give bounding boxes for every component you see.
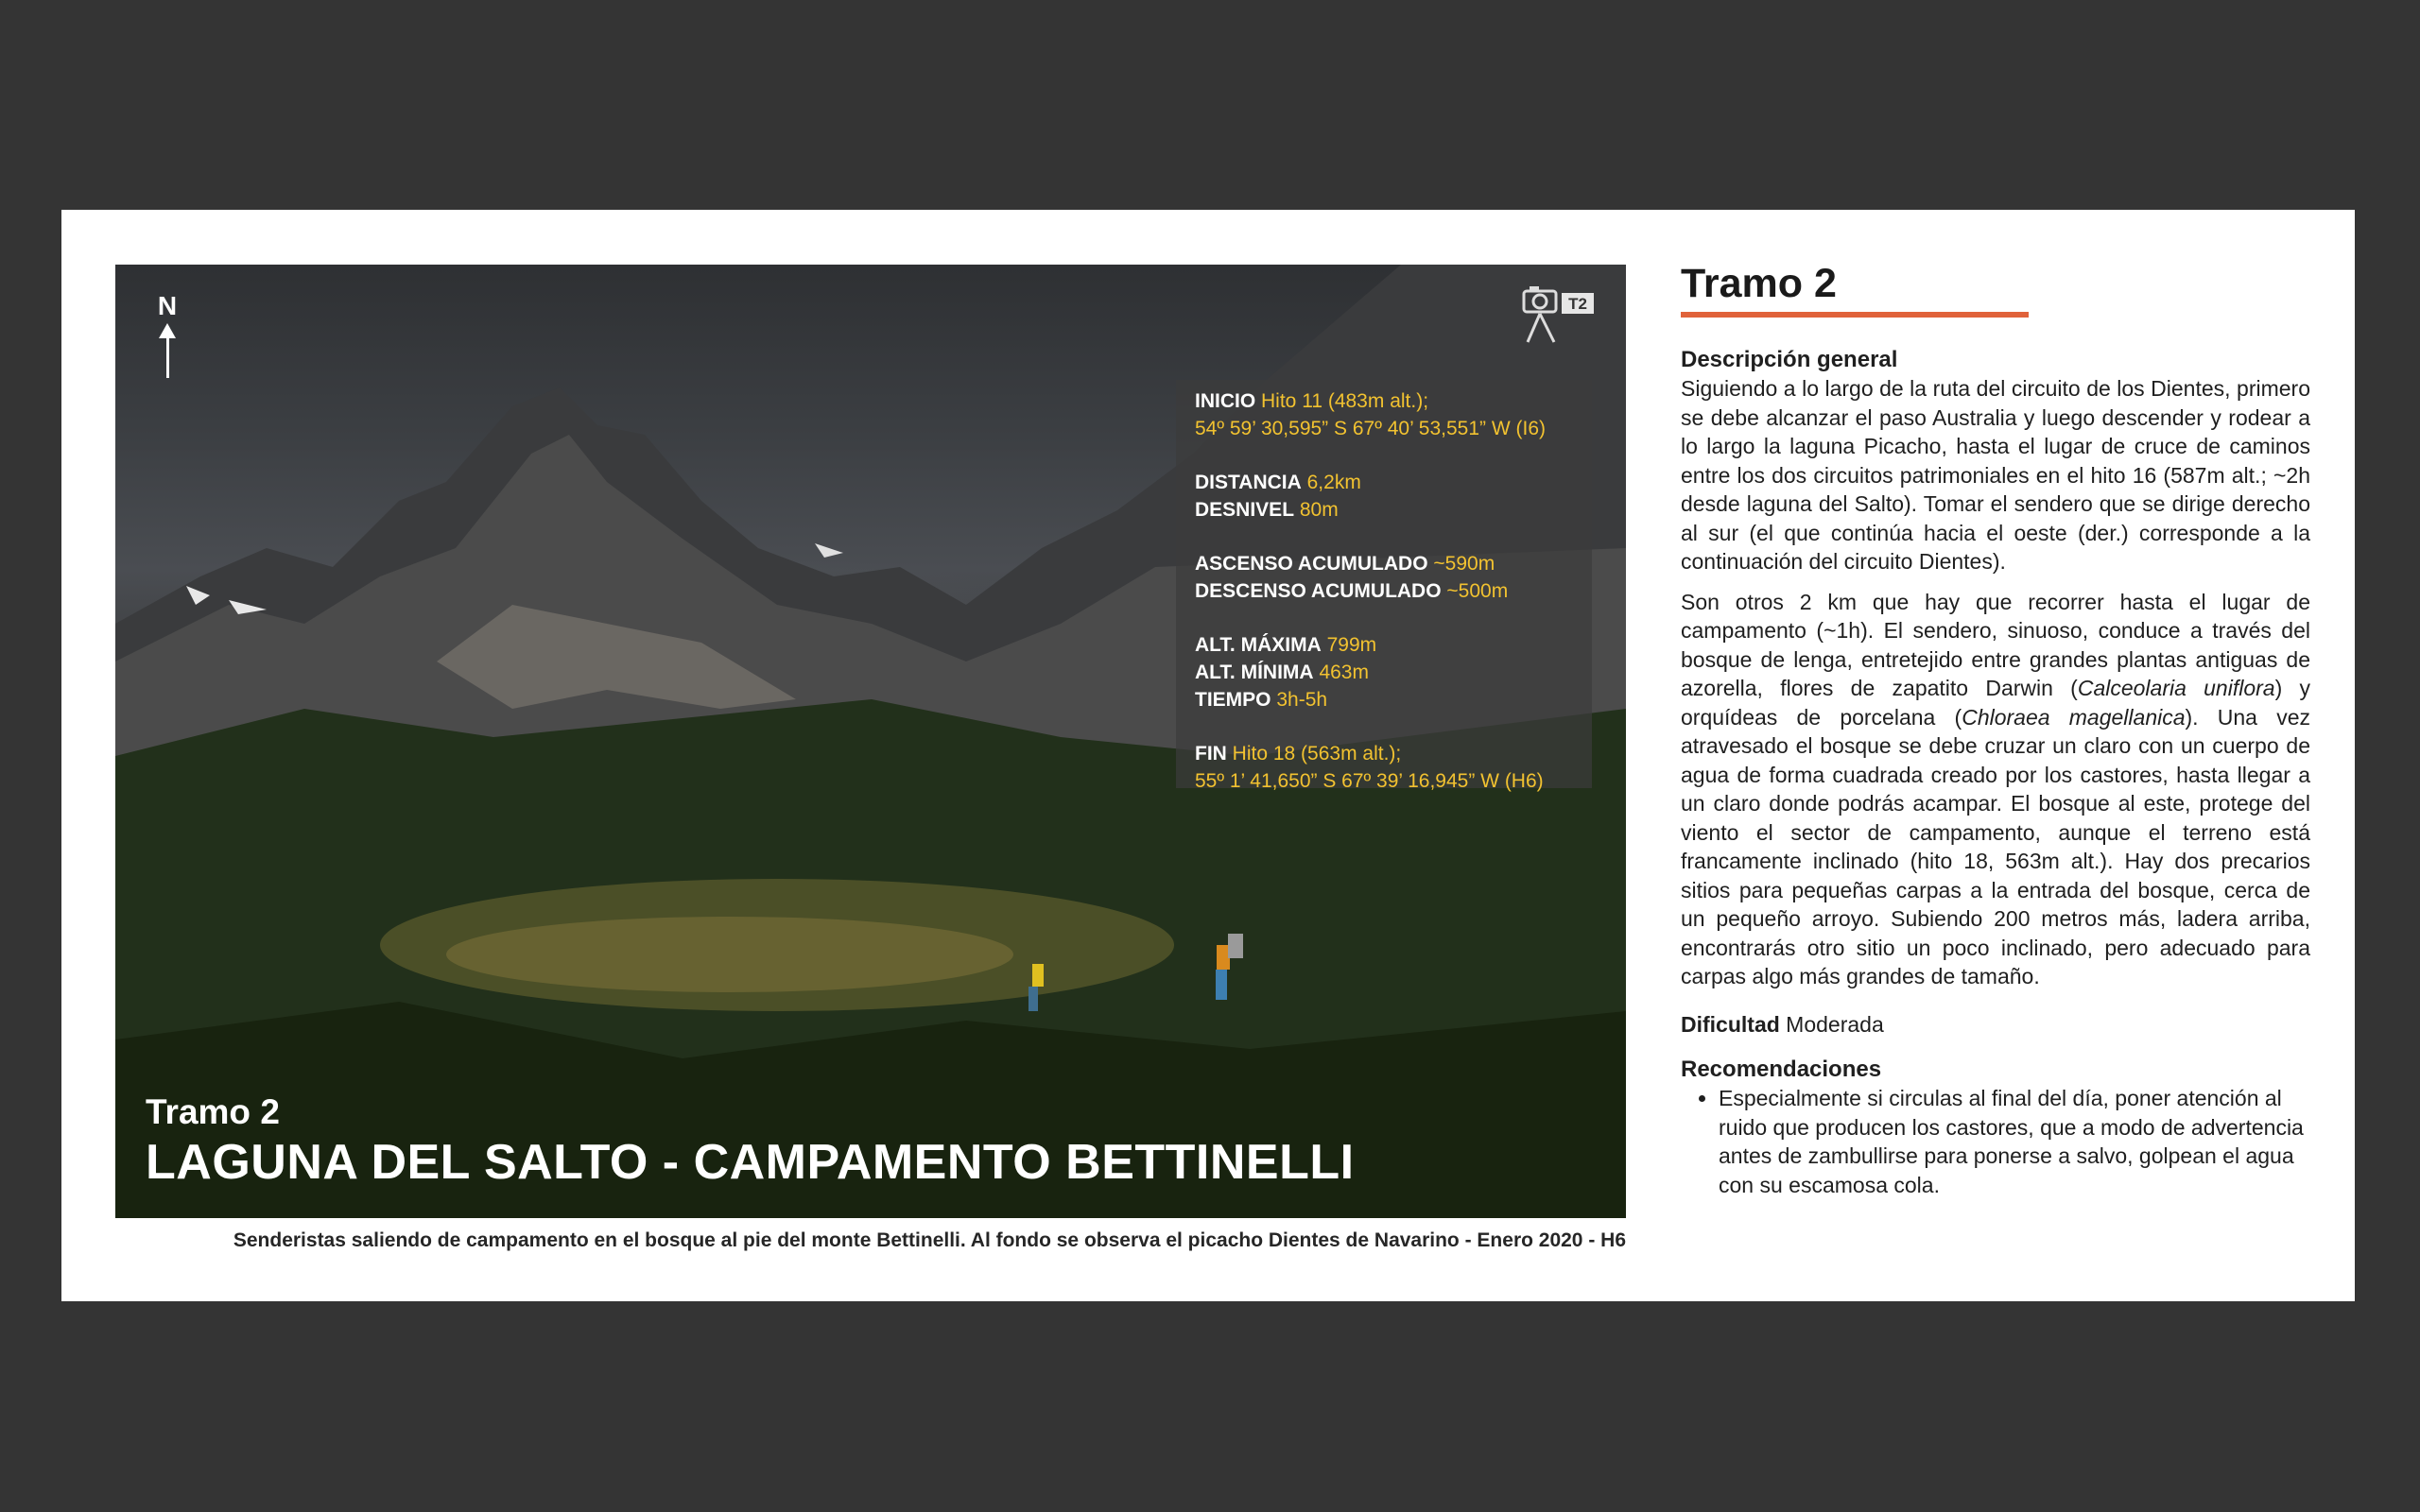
description-heading: Descripción general [1681,347,1898,372]
camera-tripod-icon [1522,284,1598,350]
photo-caption: Senderistas saliendo de campamento en el bosque al pie del monte Bettinelli. Al fondo se observa el picacho Dientes de Navarino - Enero 2020 - H6 [233,1229,1626,1251]
info-altitud: ALT. MÁXIMA 799m ALT. MÍNIMA 463m TIEMPO 3h-5h [1195,634,1377,711]
info-acumulado: ASCENSO ACUMULADO ~590m DESCENSO ACUMULADO ~500m [1195,553,1509,602]
description-paragraph-1: Siguiendo a lo largo de la ruta del circuito de los Dientes, primero se debe alcanzar el paso Australia y luego descender y rodear a lo largo la laguna Picacho, hasta el lugar de cruce de caminos entre los dos circuitos patrimoniales en el hito 16 (587m alt.; ~2h desde laguna del Salto). Tomar el sendero que se dirige derecho al sur (el que continúa hacia el oeste (der.) corresponde a la continuación del circuito Dientes). [1681,376,2310,574]
route-info-box [1176,380,1592,792]
difficulty-line [1681,1010,2310,1040]
recommendations-heading: Recomendaciones [1681,1057,1882,1082]
north-indicator [153,291,182,378]
difficulty-value: Moderada [1786,1011,1884,1037]
section-heading: Tramo 2 [1681,259,2029,318]
description-paragraph-2: Son otros 2 km que hay que recorrer hasta el lugar de campamento (~1h). El sendero, sinuoso, conduce a través del bosque de lenga, entretejido entre grandes plantas antiguas de azorella, flores de zapatito Darwin (Calceolaria uniflora) y orquídeas de porcelana (Chloraea magellanica). Una vez atravesado el bosque se debe cruzar un claro con un cuerpo de agua de forma cuadrada creado por los castores, hasta llegar a un claro donde podrás acampar. El bosque al este, protege del viento el sector de campamento, aunque el terreno está francamente inclinado (hito 18, 563m alt.). Hay dos precarios sitios para pequeñas carpas a la entrada del bosque, cerca de un pequeño arroyo. Subiendo 200 metros más, ladera arriba, encontrarás otro sitio un poco inclinado, pero adecuado para carpas algo más grandes de tamaño. [1681,589,2310,988]
north-label: N [157,291,178,320]
photo-title: LAGUNA DEL SALTO - CAMPAMENTO BETTINELLI [146,1135,1355,1190]
info-distancia: DISTANCIA 6,2km DESNIVEL 80m [1195,472,1361,521]
recommendations-list [1681,1084,2310,1199]
photo-subtitle: Tramo 2 [146,1092,280,1131]
text-column [1681,259,2310,1199]
trail-photo [115,265,1626,1218]
document-page [61,210,2355,1301]
difficulty-label: Dificultad [1681,1011,1780,1037]
north-arrow-icon [166,329,169,378]
camera-badge-label: T2 [1568,295,1587,313]
list-item: • Especialmente si circulas al final del día, poner atención al ruido que producen los castores, que a modo de advertencia antes de zambullirse para ponerse a salvo, golpean el agua con su escamosa cola. [1719,1084,2310,1199]
info-fin: FIN Hito 18 (563m alt.); 55º 1’ 41,650” S 67º 39’ 16,945” W (H6) [1195,743,1544,792]
info-inicio: INICIO Hito 11 (483m alt.); 54º 59’ 30,595” S 67º 40’ 53,551” W (I6) [1195,390,1546,439]
